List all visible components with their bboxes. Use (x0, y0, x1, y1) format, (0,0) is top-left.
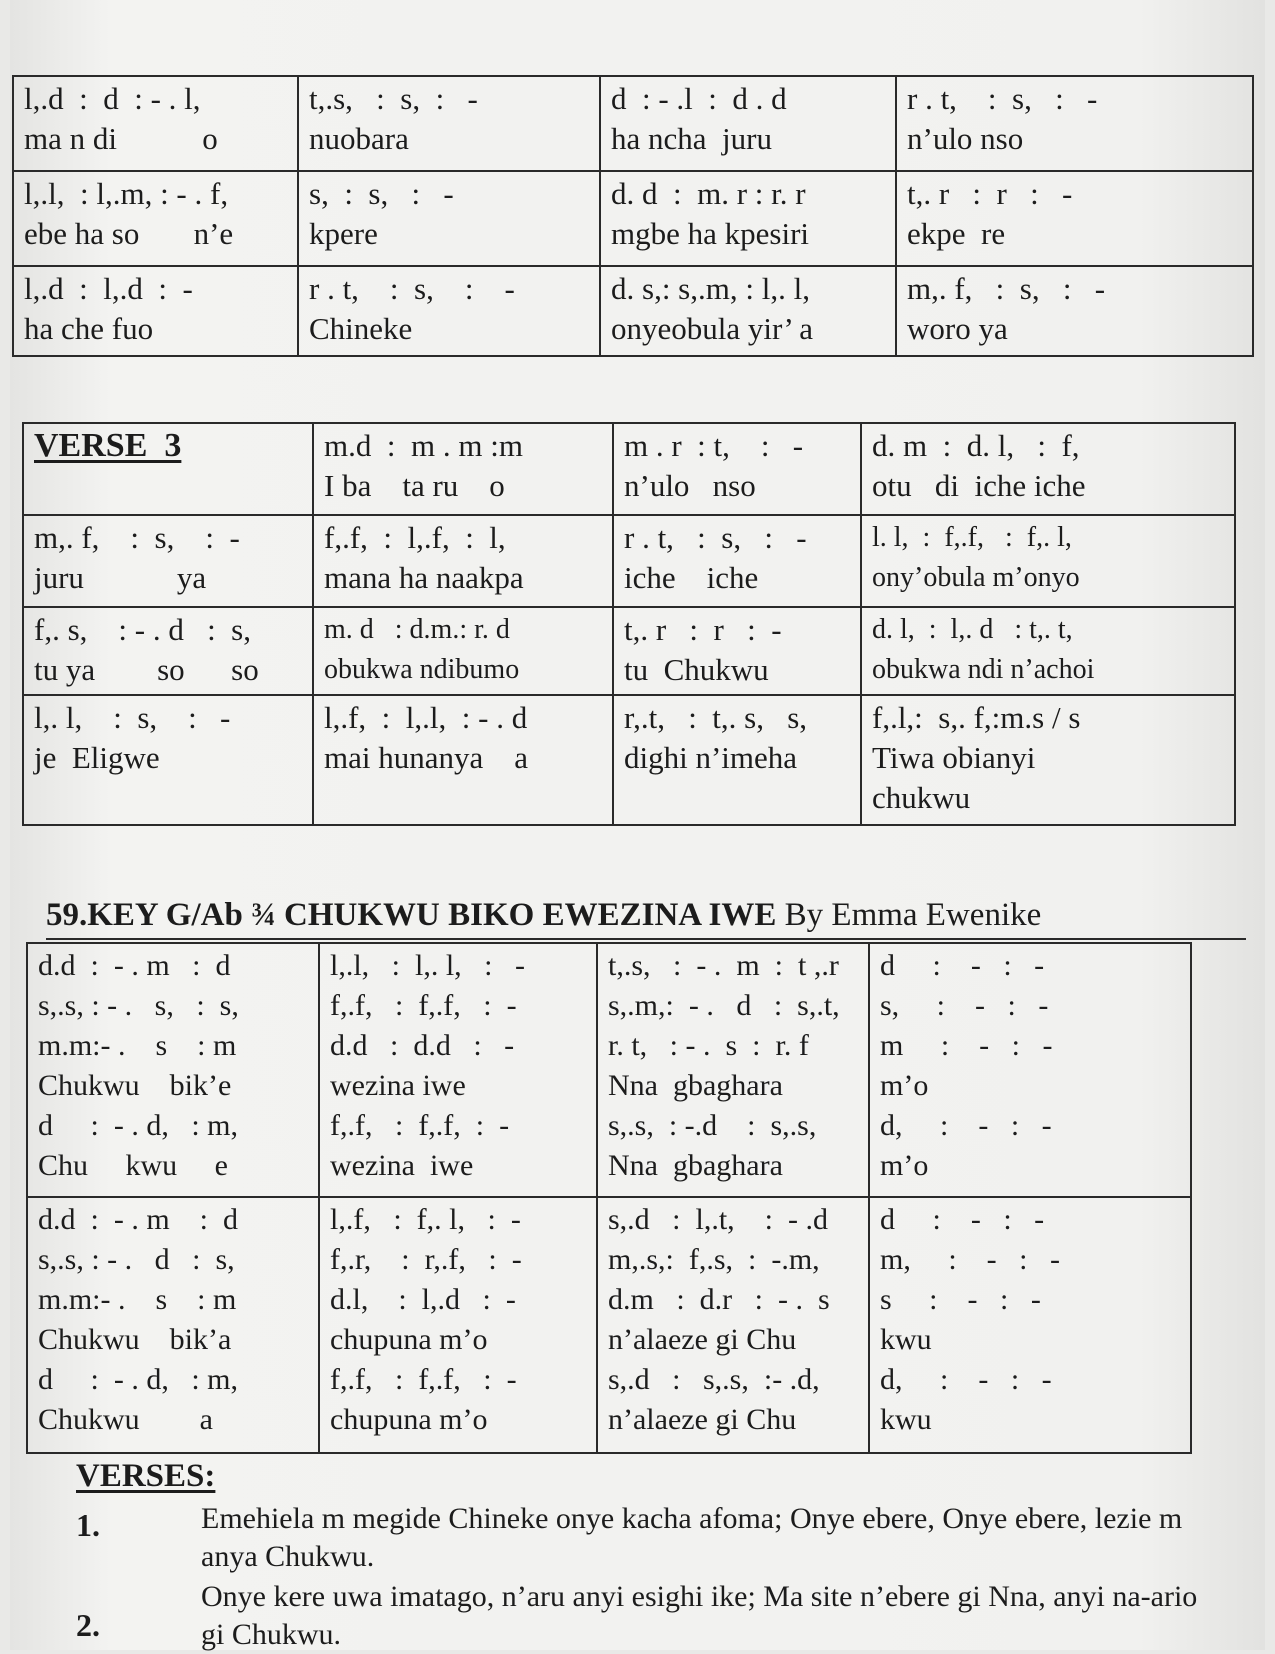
table-cell: l,.d : d : - . l, ma n di o (13, 76, 298, 171)
song-author: By Emma Ewenike (784, 897, 1042, 933)
table-cell: l,.l, : l,.m, : - . f, ebe ha so n’e (13, 171, 298, 266)
table-cell: m . r : t, : - n’ulo nso (613, 423, 861, 515)
table-row (27, 943, 1191, 1197)
verse-text: Emehiela m megide Chineke onye kacha afoma; Onye ebere, Onye ebere, lezie m anya Chukwu. (201, 1502, 1183, 1573)
table-cell: l,. l, : s, : - je Eligwe (23, 695, 313, 825)
verse-number: 1. (76, 1507, 100, 1543)
table-cell: m. d : d.m.: r. d obukwa ndibumo (313, 607, 613, 695)
table-cell: s, : s, : - kpere (298, 171, 600, 266)
table-row (23, 423, 1235, 515)
table-cell: d. l, : l,. d : t,. t, obukwa ndi n’achoi (861, 607, 1235, 695)
table-row (13, 171, 1253, 266)
table-row (27, 1197, 1191, 1453)
table-cell: r . t, : s, : - iche iche (613, 515, 861, 607)
verse-3-heading: VERSE 3 (34, 427, 182, 464)
table-cell: d. d : m. r : r. r mgbe ha kpesiri (600, 171, 896, 266)
song-number: 59. (46, 897, 88, 933)
table-cell: d.d : - . m : d s,.s, : - . s, : s, m.m:- . s : m Chukwu bik’e d : - . d, : m, Chu kwu e (27, 943, 319, 1197)
table-cell: d : - : - s, : - : - m : - : - m’o d, : - : - m’o (869, 943, 1191, 1197)
table-cell: t,. r : r : - ekpe re (896, 171, 1253, 266)
table-cell: r,.t, : t,. s, s, dighi n’imeha (613, 695, 861, 825)
table-cell: r . t, : s, : - Chineke (298, 266, 600, 356)
table-row (13, 76, 1253, 171)
table-cell: t,.s, : s, : - nuobara (298, 76, 600, 171)
table-cell: m,. f, : s, : - juru ya (23, 515, 313, 607)
table-row (23, 607, 1235, 695)
table-row (23, 695, 1235, 825)
table-cell: t,.s, : - . m : t ,.r s,.m,: - . d : s,.t, r. t, : - . s : r. f Nna gbaghara s,.s, : -.d : s,.s, Nna gbaghara (597, 943, 869, 1197)
verses-heading: VERSES: (76, 1458, 216, 1494)
table-cell: d : - : - m, : - : - s : - : - kwu d, : - : - kwu (869, 1197, 1191, 1453)
table-cell: d. m : d. l, : f, otu di iche iche (861, 423, 1235, 515)
table-cell: l. l, : f,.f, : f,. l, ony’obula m’onyo (861, 515, 1235, 607)
table-row (13, 266, 1253, 356)
table-cell: t,. r : r : - tu Chukwu (613, 607, 861, 695)
solfa-table-verse-3 (22, 422, 1236, 826)
table-cell: f,. s, : - . d : s, tu ya so so (23, 607, 313, 695)
table-cell: f,.l,: s,. f,:m.s / s Tiwa obianyi chukwu (861, 695, 1235, 825)
table-cell (23, 423, 313, 515)
table-cell: s,.d : l,.t, : - .d m,.s,: f,.s, : -.m, d.m : d.r : - . s n’alaeze gi Chu s,.d : s,.s, :- .d, n’alaeze gi Chu (597, 1197, 869, 1453)
table-cell: r . t, : s, : - n’ulo nso (896, 76, 1253, 171)
solfa-table-1 (12, 75, 1254, 357)
table-cell: l,.f, : l,.l, : - . d mai hunanya a (313, 695, 613, 825)
table-cell: d. s,: s,.m, : l,. l, onyeobula yir’ a (600, 266, 896, 356)
table-cell: d : - .l : d . d ha ncha juru (600, 76, 896, 171)
table-cell: m,. f, : s, : - woro ya (896, 266, 1253, 356)
table-row (23, 515, 1235, 607)
verse-number: 2. (76, 1607, 100, 1643)
table-cell: f,.f, : l,.f, : l, mana ha naakpa (313, 515, 613, 607)
verse-text: Onye kere uwa imatago, n’aru anyi esighi ike; Ma site n’ebere gi Nna, anyi na-ario gi Chukwu. (201, 1580, 1198, 1651)
table-cell: m.d : m . m :m I ba ta ru o (313, 423, 613, 515)
song-key-and-title: KEY G/Ab ¾ CHUKWU BIKO EWEZINA IWE (87, 897, 777, 933)
song-title (46, 894, 1246, 940)
table-cell: d.d : - . m : d s,.s, : - . d : s, m.m:- . s : m Chukwu bik’a d : - . d, : m, Chukwu a (27, 1197, 319, 1453)
table-cell: l,.l, : l,. l, : - f,.f, : f,.f, : - d.d : d.d : - wezina iwe f,.f, : f,.f, : - wezina iwe (319, 943, 597, 1197)
table-cell: l,.d : l,.d : - ha che fuo (13, 266, 298, 356)
solfa-table-song-59 (26, 942, 1192, 1454)
table-cell: l,.f, : f,. l, : - f,.r, : r,.f, : - d.l, : l,.d : - chupuna m’o f,.f, : f,.f, : - chupuna m’o (319, 1197, 597, 1453)
